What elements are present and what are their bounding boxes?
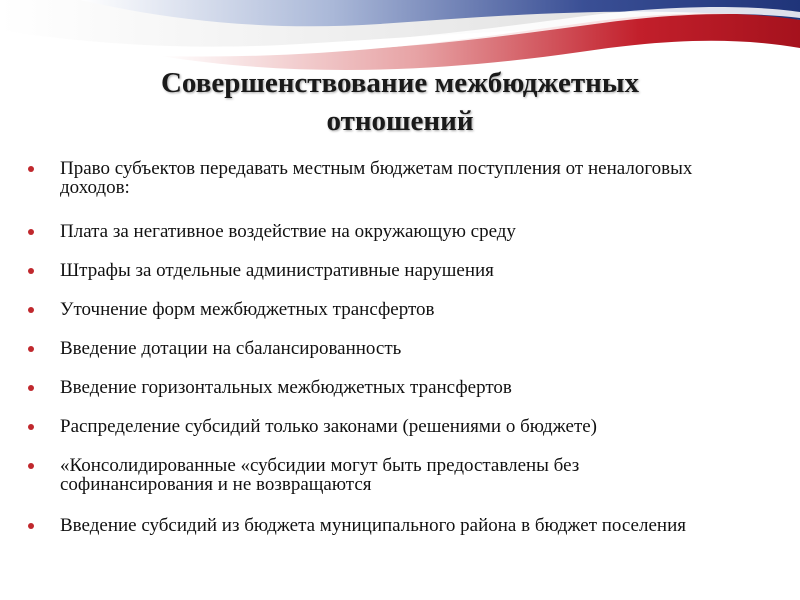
bullet-text: Штрафы за отдельные административные нарушения <box>60 260 494 281</box>
bullet-text: «Консолидированные «субсидии могут быть предоставлены без софинансирования и не возвращаются <box>60 455 580 495</box>
bullet-text: Плата за негативное воздействие на окружающую среду <box>60 221 516 242</box>
bullet-dot-icon <box>28 268 34 274</box>
bullet-dot-icon <box>28 307 34 313</box>
bullet-dot-icon <box>28 346 34 352</box>
slide-title <box>60 64 740 140</box>
bullet-text: Введение дотации на сбалансированность <box>60 338 402 359</box>
slide-title-line-2: отношений <box>326 105 474 137</box>
bullet-dot-icon <box>28 229 34 235</box>
bullet-dot-icon <box>28 424 34 430</box>
bullet-text: Введение горизонтальных межбюджетных трансфертов <box>60 377 512 398</box>
bullet-dot-icon <box>28 463 34 469</box>
bullet-dot-icon <box>28 166 34 172</box>
slide-title-line-1: Совершенствование межбюджетных <box>160 67 640 99</box>
bullet-text: Введение субсидий из бюджета муниципального района в бюджет поселения <box>60 515 686 536</box>
bullet-text: Распределение субсидий только законами (решениями о бюджете) <box>60 416 598 437</box>
bullet-dot-icon <box>28 523 34 529</box>
bullet-text: Уточнение форм межбюджетных трансфертов <box>60 299 435 320</box>
bullet-dot-icon <box>28 385 34 391</box>
bullet-text: Право субъектов передавать местным бюджетам поступления от неналоговых доходов: <box>60 158 693 198</box>
